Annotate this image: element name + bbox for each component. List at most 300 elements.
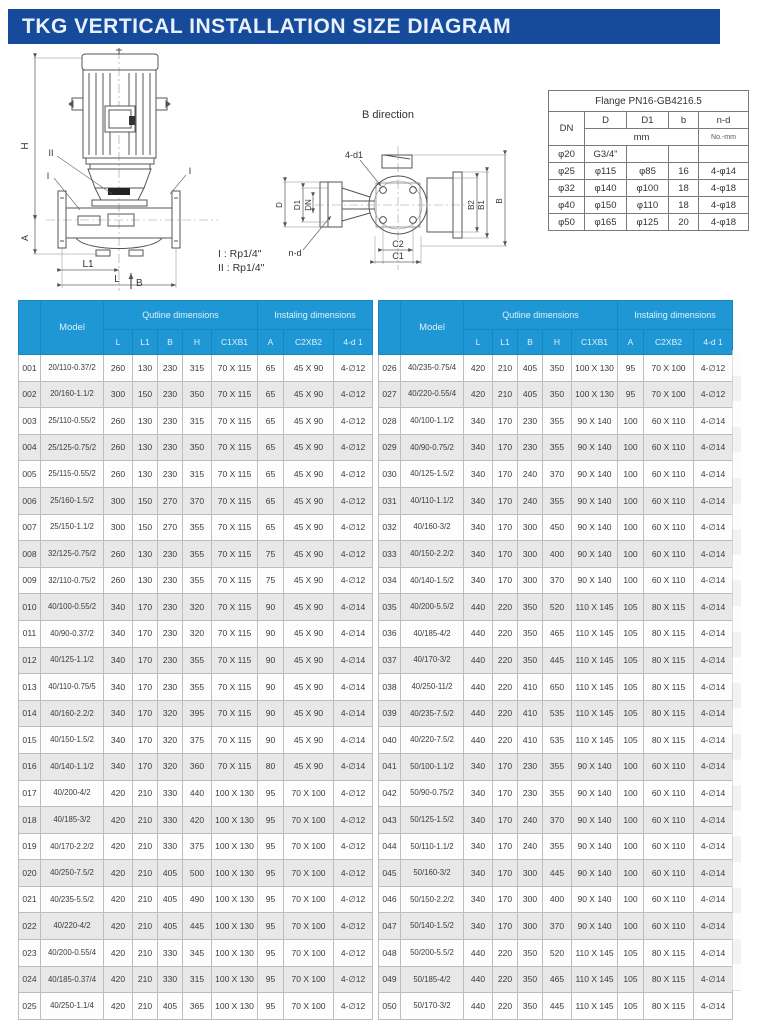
flange-row (549, 180, 749, 197)
col-header-h: H (183, 330, 212, 355)
row-number: 033 (379, 541, 401, 568)
dim-cell: 45 X 90 (284, 487, 334, 514)
table-row (379, 940, 733, 967)
dim-cell: 45 X 90 (284, 541, 334, 568)
row-number: 001 (19, 355, 41, 382)
model-cell: 40/220-4/2 (41, 913, 104, 940)
col-header-c2xb2: C2XB2 (284, 330, 334, 355)
dim-cell: 405 (158, 860, 183, 887)
dim-cell: 410 (518, 674, 543, 701)
table-row (379, 833, 733, 860)
dim-cell: 70 X 100 (284, 966, 334, 993)
dim-cell: 350 (518, 993, 543, 1020)
model-cell: 40/125-1.1/2 (41, 647, 104, 674)
dim-cell: 4-∅12 (334, 541, 373, 568)
coupling (108, 188, 130, 195)
dim-cell: 4-∅14 (694, 408, 733, 435)
dim-cell: 440 (464, 727, 493, 754)
dim-cell: 350 (183, 434, 212, 461)
flange-cell: 4-φ18 (699, 180, 749, 197)
model-cell: 40/150-2.2/2 (401, 541, 464, 568)
dim-cell: 60 X 110 (644, 780, 694, 807)
model-cell: 40/235-7.5/2 (401, 700, 464, 727)
dim-cell: 500 (183, 860, 212, 887)
row-number: 036 (379, 620, 401, 647)
dim-cell: 4-∅12 (334, 487, 373, 514)
dim-cell: 105 (618, 727, 644, 754)
dim-cell: 320 (158, 753, 183, 780)
dim-cell: 130 (133, 408, 158, 435)
dim-cell: 80 X 115 (644, 620, 694, 647)
dim-cell: 405 (518, 355, 543, 382)
dim-cell: 45 X 90 (284, 567, 334, 594)
row-number: 010 (19, 594, 41, 621)
dim-label-b: B (136, 278, 143, 289)
dim-cell: 105 (618, 620, 644, 647)
dim-cell: 220 (493, 620, 518, 647)
model-cell: 40/185-4/2 (401, 620, 464, 647)
discharge-flange (172, 191, 180, 248)
table-row (19, 567, 373, 594)
dim-cell: 340 (464, 807, 493, 834)
dim-cell: 100 X 130 (212, 780, 258, 807)
dim-cell: 70 X 115 (212, 647, 258, 674)
flange-cell: 18 (669, 197, 699, 214)
dim-cell: 330 (158, 833, 183, 860)
table-row (379, 807, 733, 834)
dim-cell: 520 (543, 594, 572, 621)
table-row (19, 541, 373, 568)
row-number: 049 (379, 966, 401, 993)
dim-cell: 375 (183, 833, 212, 860)
dim-cell: 330 (158, 966, 183, 993)
dim-cell: 230 (158, 567, 183, 594)
dim-cell: 70 X 100 (284, 940, 334, 967)
dim-cell: 650 (543, 674, 572, 701)
row-number: 050 (379, 993, 401, 1020)
dim-cell: 220 (493, 594, 518, 621)
dim-cell: 340 (464, 434, 493, 461)
table-row (379, 541, 733, 568)
row-number: 039 (379, 700, 401, 727)
dim-cell: 420 (183, 807, 212, 834)
spec-table-right (378, 300, 733, 1020)
dim-cell: 440 (464, 700, 493, 727)
flange-cell (627, 146, 669, 163)
dim-cell: 70 X 115 (212, 594, 258, 621)
dim-cell: 95 (258, 780, 284, 807)
model-cell: 40/160-2.2/2 (41, 700, 104, 727)
dim-cell: 350 (518, 647, 543, 674)
dim-cell: 100 X 130 (212, 886, 258, 913)
dim-cell: 400 (543, 886, 572, 913)
dim-cell: 320 (158, 700, 183, 727)
dim-cell: 4-∅14 (694, 567, 733, 594)
model-cell: 25/160-1.5/2 (41, 487, 104, 514)
dim-cell: 4-∅14 (334, 700, 373, 727)
dim-cell: 90 (258, 674, 284, 701)
spec-table-left (18, 300, 373, 1020)
dim-cell: 4-∅12 (694, 355, 733, 382)
dim-cell: 100 X 130 (212, 966, 258, 993)
dim-cell: 355 (183, 674, 212, 701)
dim-cell: 210 (133, 807, 158, 834)
dim-cell: 45 X 90 (284, 434, 334, 461)
dim-cell: 300 (518, 860, 543, 887)
dim-cell: 230 (518, 753, 543, 780)
dim-cell: 395 (183, 700, 212, 727)
flange-row (549, 146, 749, 163)
spec-table-left-body (19, 355, 373, 1020)
dim-cell: 370 (183, 487, 212, 514)
dim-cell: 95 (258, 913, 284, 940)
dim-cell: 170 (133, 620, 158, 647)
model-cell: 32/125-0.75/2 (41, 541, 104, 568)
dim-cell: 230 (518, 408, 543, 435)
dim-cell: 350 (518, 620, 543, 647)
table-row (379, 620, 733, 647)
dim-cell: 100 (618, 541, 644, 568)
flange-cell: 20 (669, 214, 699, 231)
model-cell: 40/200-5.5/2 (401, 594, 464, 621)
dim-cell: 90 X 140 (572, 780, 618, 807)
dim-cell: 100 (618, 780, 644, 807)
table-row (379, 594, 733, 621)
callout-i-left: I (46, 171, 50, 181)
dim-cell: 170 (493, 514, 518, 541)
dim-cell: 440 (183, 780, 212, 807)
row-number: 015 (19, 727, 41, 754)
row-number: 031 (379, 487, 401, 514)
dim-cell: 220 (493, 727, 518, 754)
dim-cell: 4-∅12 (694, 381, 733, 408)
flange-cell: φ125 (627, 214, 669, 231)
dim-cell: 420 (104, 780, 133, 807)
model-cell: 50/170-3/2 (401, 993, 464, 1020)
model-cell: 40/110-0.75/5 (41, 674, 104, 701)
table-row (379, 966, 733, 993)
dim-cell: 220 (493, 940, 518, 967)
dim-cell: 270 (158, 514, 183, 541)
dim-cell: 170 (133, 700, 158, 727)
dim-cell: 45 X 90 (284, 620, 334, 647)
model-cell: 40/235-5.5/2 (41, 886, 104, 913)
bolt-hole (380, 187, 387, 194)
dim-cell: 110 X 145 (572, 727, 618, 754)
model-cell: 20/110-0.37/2 (41, 355, 104, 382)
dim-cell: 170 (493, 807, 518, 834)
dim-cell: 90 X 140 (572, 408, 618, 435)
dim-cell: 300 (104, 514, 133, 541)
dim-cell: 4-∅12 (334, 408, 373, 435)
dim-cell: 90 X 140 (572, 541, 618, 568)
row-number: 013 (19, 674, 41, 701)
table-row (379, 461, 733, 488)
dim-cell: 340 (104, 727, 133, 754)
flange-cell: φ110 (627, 197, 669, 214)
dim-cell: 150 (133, 487, 158, 514)
dim-cell: 355 (183, 567, 212, 594)
row-number: 029 (379, 434, 401, 461)
dim-cell: 440 (464, 940, 493, 967)
dim-cell: 240 (518, 461, 543, 488)
model-cell: 40/200-4/2 (41, 780, 104, 807)
dim-cell: 230 (158, 461, 183, 488)
dim-cell: 320 (183, 594, 212, 621)
flange-cell: φ20 (549, 146, 585, 163)
table-row (19, 833, 373, 860)
dim-cell: 70 X 100 (644, 355, 694, 382)
dim-cell: 80 X 115 (644, 966, 694, 993)
dim-cell: 340 (104, 620, 133, 647)
callout-i-right: I (188, 166, 192, 176)
dim-cell: 65 (258, 381, 284, 408)
dim-cell: 4-∅12 (334, 567, 373, 594)
dim-cell: 60 X 110 (644, 408, 694, 435)
dim-cell: 90 X 140 (572, 461, 618, 488)
table-row (379, 753, 733, 780)
suction-flange-side (320, 182, 328, 227)
flange-col-d1: D1 (627, 112, 669, 129)
dim-cell: 110 X 145 (572, 993, 618, 1020)
note-line-1: I : Rp1/4" (218, 248, 262, 260)
table-row (19, 355, 373, 382)
dim-cell: 70 X 115 (212, 753, 258, 780)
dim-cell: 80 X 115 (644, 674, 694, 701)
model-cell: 40/170-2.2/2 (41, 833, 104, 860)
dim-cell: 80 X 115 (644, 594, 694, 621)
dim-cell: 420 (104, 860, 133, 887)
flange-table-body (549, 146, 749, 231)
flange-row (549, 197, 749, 214)
flange-cell: φ50 (549, 214, 585, 231)
table-row (19, 727, 373, 754)
col-header-b: B (518, 330, 543, 355)
dim-cell: 100 X 130 (212, 993, 258, 1020)
dim-cell: 100 X 130 (212, 860, 258, 887)
model-cell: 50/200-5.5/2 (401, 940, 464, 967)
table-row (19, 620, 373, 647)
row-number: 042 (379, 780, 401, 807)
dim-cell: 315 (183, 408, 212, 435)
col-header-l1: L1 (133, 330, 158, 355)
dim-cell: 60 X 110 (644, 541, 694, 568)
dim-cell: 350 (183, 381, 212, 408)
model-cell: 40/185-0.37/4 (41, 966, 104, 993)
dim-cell: 130 (133, 541, 158, 568)
dim-cell: 340 (464, 487, 493, 514)
flange-table (548, 90, 749, 231)
table-row (379, 700, 733, 727)
flange-cell (699, 146, 749, 163)
dim-cell: 230 (158, 594, 183, 621)
dim-cell: 170 (133, 727, 158, 754)
installing-dimensions-header: Instaling dimensions (618, 301, 733, 330)
dim-cell: 260 (104, 434, 133, 461)
model-cell: 40/140-1.5/2 (401, 567, 464, 594)
dim-cell: 210 (133, 993, 158, 1020)
dim-cell: 170 (493, 567, 518, 594)
model-cell: 50/140-1.5/2 (401, 913, 464, 940)
row-number: 018 (19, 807, 41, 834)
dim-cell: 260 (104, 408, 133, 435)
row-number: 040 (379, 727, 401, 754)
dim-cell: 4-∅12 (334, 514, 373, 541)
dim-cell: 405 (518, 381, 543, 408)
col-header-c2xb2: C2XB2 (644, 330, 694, 355)
dim-cell: 220 (493, 674, 518, 701)
dim-cell: 70 X 115 (212, 620, 258, 647)
dim-cell: 105 (618, 647, 644, 674)
dim-cell: 340 (464, 567, 493, 594)
dim-cell: 420 (104, 993, 133, 1020)
dim-cell: 70 X 115 (212, 700, 258, 727)
flange-col-nd: n-d (699, 112, 749, 129)
dim-cell: 100 (618, 913, 644, 940)
row-number: 004 (19, 434, 41, 461)
row-number: 017 (19, 780, 41, 807)
dim-cell: 4-∅12 (334, 940, 373, 967)
flange-col-dn: DN (549, 112, 585, 146)
dim-cell: 4-∅14 (694, 487, 733, 514)
dim-cell: 420 (104, 886, 133, 913)
dim-label-a: A (20, 234, 30, 242)
flange-col-d: D (585, 112, 627, 129)
dim-cell: 440 (464, 620, 493, 647)
row-number: 043 (379, 807, 401, 834)
flange-row (549, 163, 749, 180)
col-header-b: B (158, 330, 183, 355)
dim-cell: 95 (618, 381, 644, 408)
dim-cell: 490 (183, 886, 212, 913)
dim-cell: 60 X 110 (644, 567, 694, 594)
dim-cell: 90 (258, 594, 284, 621)
dim-cell: 4-∅14 (694, 833, 733, 860)
dim-cell: 210 (133, 966, 158, 993)
flange-cell: φ115 (585, 163, 627, 180)
dim-cell: 4-∅12 (334, 913, 373, 940)
dim-cell: 70 X 115 (212, 674, 258, 701)
row-number: 019 (19, 833, 41, 860)
model-cell: 40/125-1.5/2 (401, 461, 464, 488)
table-row (19, 700, 373, 727)
row-number: 027 (379, 381, 401, 408)
dim-cell: 60 X 110 (644, 434, 694, 461)
row-number: 035 (379, 594, 401, 621)
dim-cell: 45 X 90 (284, 514, 334, 541)
row-number: 047 (379, 913, 401, 940)
dim-cell: 65 (258, 355, 284, 382)
dim-cell: 60 X 110 (644, 886, 694, 913)
dim-cell: 330 (158, 807, 183, 834)
row-number: 041 (379, 753, 401, 780)
model-cell: 40/220-0.55/4 (401, 381, 464, 408)
dim-cell: 95 (258, 860, 284, 887)
dim-cell: 230 (158, 647, 183, 674)
col-header-h: H (543, 330, 572, 355)
dim-cell: 340 (104, 753, 133, 780)
dim-cell: 260 (104, 567, 133, 594)
bolt-hole (410, 217, 417, 224)
dim-cell: 300 (518, 514, 543, 541)
dim-cell: 90 X 140 (572, 514, 618, 541)
table-row (19, 674, 373, 701)
dim-cell: 100 (618, 807, 644, 834)
dim-cell: 4-∅14 (694, 461, 733, 488)
dim-cell: 4-∅12 (334, 886, 373, 913)
dim-cell: 4-∅14 (694, 514, 733, 541)
model-cell: 50/100-1.1/2 (401, 753, 464, 780)
model-cell: 40/150-1.5/2 (41, 727, 104, 754)
dim-cell: 340 (464, 913, 493, 940)
table-row (19, 514, 373, 541)
row-number: 037 (379, 647, 401, 674)
dim-cell: 4-∅14 (694, 860, 733, 887)
dim-cell: 60 X 110 (644, 514, 694, 541)
dim-cell: 355 (543, 487, 572, 514)
dim-cell: 375 (183, 727, 212, 754)
model-cell: 40/250-11/2 (401, 674, 464, 701)
dim-cell: 45 X 90 (284, 727, 334, 754)
dim-cell: 45 X 90 (284, 647, 334, 674)
row-number: 046 (379, 886, 401, 913)
outline-dimensions-header: Qutline dimensions (464, 301, 618, 330)
dim-cell: 210 (133, 886, 158, 913)
dim-cell: 70 X 115 (212, 727, 258, 754)
dim-cell: 95 (258, 940, 284, 967)
dim-cell: 105 (618, 966, 644, 993)
dim-cell: 90 X 140 (572, 807, 618, 834)
dim-cell: 100 (618, 860, 644, 887)
col-header-c1xb1: C1XB1 (572, 330, 618, 355)
dim-cell: 210 (493, 355, 518, 382)
dim-cell: 170 (493, 434, 518, 461)
dim-cell: 420 (104, 940, 133, 967)
dim-cell: 4-∅12 (334, 993, 373, 1020)
dim-cell: 210 (133, 780, 158, 807)
dim-cell: 340 (464, 886, 493, 913)
dim-cell: 445 (543, 860, 572, 887)
row-number: 002 (19, 381, 41, 408)
note-line-2: II : Rp1/4" (218, 262, 265, 275)
dim-cell: 320 (183, 620, 212, 647)
dim-cell: 90 X 140 (572, 886, 618, 913)
dim-cell: 4-∅12 (334, 434, 373, 461)
label-n-d: n-d (288, 248, 302, 258)
row-number: 008 (19, 541, 41, 568)
dim-cell: 100 (618, 833, 644, 860)
row-number: 003 (19, 408, 41, 435)
dim-cell: 60 X 110 (644, 487, 694, 514)
dim-cell: 4-∅14 (334, 647, 373, 674)
dim-cell: 4-∅12 (334, 461, 373, 488)
dim-cell: 90 (258, 700, 284, 727)
dim-cell: 340 (464, 780, 493, 807)
model-cell: 50/110-1.1/2 (401, 833, 464, 860)
dim-cell: 100 X 130 (212, 807, 258, 834)
flange-cell: 16 (669, 163, 699, 180)
pump-b-direction-drawing (255, 98, 550, 293)
dim-cell: 70 X 115 (212, 434, 258, 461)
model-cell: 40/160-3/2 (401, 514, 464, 541)
dim-cell: 4-∅14 (694, 807, 733, 834)
dim-label-b1: B1 (477, 200, 486, 210)
dim-cell: 4-∅14 (694, 913, 733, 940)
dim-cell: 95 (258, 966, 284, 993)
dim-cell: 300 (104, 381, 133, 408)
page-title: TKG VERTICAL INSTALLATION SIZE DIAGRAM (8, 9, 720, 44)
dim-cell: 75 (258, 541, 284, 568)
